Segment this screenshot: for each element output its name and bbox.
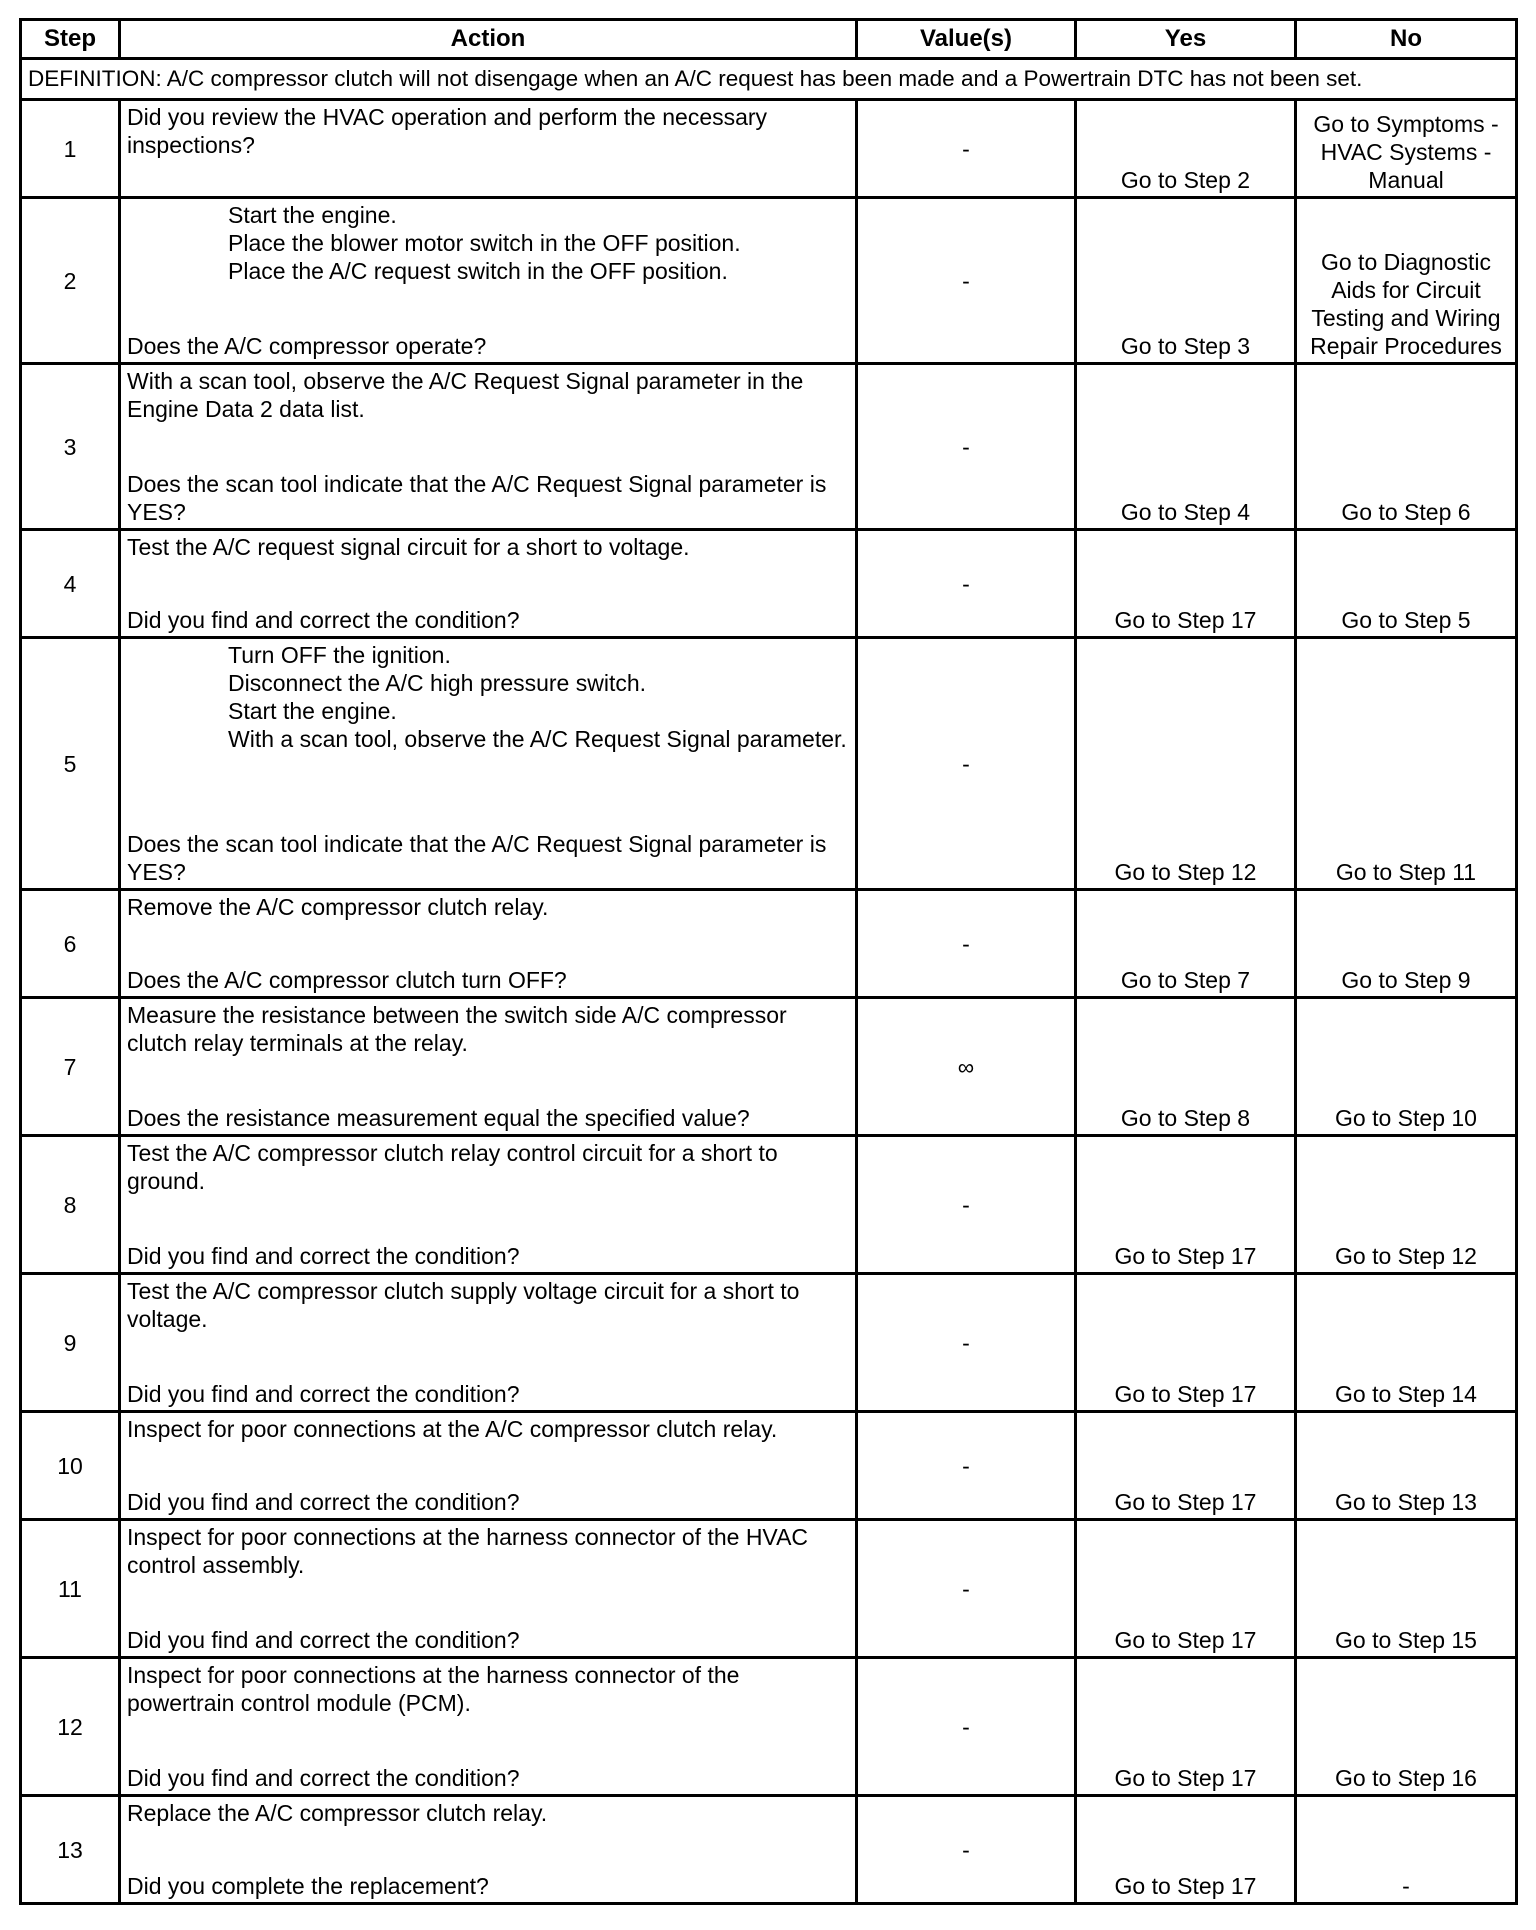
no-cell: Go to Step 14 [1296, 1274, 1517, 1412]
step-number: 12 [21, 1658, 120, 1796]
action-content [127, 1137, 849, 1272]
value-cell: - [857, 198, 1076, 364]
value-cell: - [857, 1274, 1076, 1412]
value-cell: - [857, 1520, 1076, 1658]
instruction-line: Replace the A/C compressor clutch relay. [127, 1800, 548, 1826]
action-question: Did you find and correct the condition? [127, 1765, 520, 1791]
no-cell: Go to Symptoms - HVAC Systems - Manual [1296, 100, 1517, 198]
action-question: Did you find and correct the condition? [127, 1381, 520, 1407]
action-cell [120, 1274, 857, 1412]
action-instructions [127, 101, 849, 159]
yes-cell: Go to Step 7 [1076, 890, 1296, 998]
header-yes: Yes [1076, 20, 1296, 59]
step-row [21, 1796, 1517, 1904]
no-cell: Go to Step 6 [1296, 364, 1517, 530]
step-row [21, 198, 1517, 364]
action-content [127, 999, 849, 1134]
header-row [21, 20, 1517, 59]
action-instructions [127, 891, 849, 921]
yes-cell: Go to Step 2 [1076, 100, 1296, 198]
no-cell: Go to Step 9 [1296, 890, 1517, 998]
action-instructions [127, 1797, 849, 1827]
step-number: 3 [21, 364, 120, 530]
yes-cell: Go to Step 4 [1076, 364, 1296, 530]
action-content [127, 1413, 849, 1518]
action-cell [120, 100, 857, 198]
step-number: 6 [21, 890, 120, 998]
action-cell [120, 890, 857, 998]
action-instructions [127, 1521, 849, 1579]
instruction-line: Test the A/C compressor clutch supply voltage circuit for a short to voltage. [127, 1278, 800, 1332]
action-cell [120, 1658, 857, 1796]
action-instructions [127, 531, 849, 561]
step-number: 1 [21, 100, 120, 198]
step-row [21, 530, 1517, 638]
action-cell [120, 530, 857, 638]
step-number: 5 [21, 638, 120, 890]
yes-cell: Go to Step 17 [1076, 1658, 1296, 1796]
action-instructions [127, 1659, 849, 1717]
action-content [127, 891, 849, 996]
instruction-line: Start the engine. [228, 698, 397, 724]
step-number: 7 [21, 998, 120, 1136]
action-question: Did you find and correct the condition? [127, 1627, 520, 1653]
instruction-line: Test the A/C compressor clutch relay control circuit for a short to ground. [127, 1140, 778, 1194]
value-cell: - [857, 100, 1076, 198]
value-cell: - [857, 364, 1076, 530]
action-instructions [127, 639, 849, 753]
yes-cell: Go to Step 3 [1076, 198, 1296, 364]
action-cell [120, 364, 857, 530]
action-instructions [127, 1413, 849, 1443]
action-question: Does the resistance measurement equal the specified value? [127, 1105, 750, 1131]
step-number: 10 [21, 1412, 120, 1520]
action-question: Did you find and correct the condition? [127, 607, 520, 633]
definition-row [21, 59, 1517, 100]
action-cell [120, 998, 857, 1136]
yes-cell: Go to Step 12 [1076, 638, 1296, 890]
action-content [127, 639, 849, 888]
no-cell: Go to Step 15 [1296, 1520, 1517, 1658]
instruction-line: Test the A/C request signal circuit for a short to voltage. [127, 534, 690, 560]
value-cell: - [857, 530, 1076, 638]
step-row [21, 1412, 1517, 1520]
instruction-line: Inspect for poor connections at the harness connector of the powertrain control module (PCM). [127, 1662, 740, 1716]
action-instructions [127, 999, 849, 1057]
step-number: 4 [21, 530, 120, 638]
step-row [21, 1520, 1517, 1658]
value-cell: - [857, 1658, 1076, 1796]
yes-cell: Go to Step 8 [1076, 998, 1296, 1136]
no-cell: Go to Step 12 [1296, 1136, 1517, 1274]
step-row [21, 890, 1517, 998]
yes-cell: Go to Step 17 [1076, 1412, 1296, 1520]
yes-cell: Go to Step 17 [1076, 1136, 1296, 1274]
action-question: Does the A/C compressor operate? [127, 333, 487, 359]
step-row [21, 100, 1517, 198]
step-number: 9 [21, 1274, 120, 1412]
action-question: Does the scan tool indicate that the A/C Request Signal parameter is YES? [127, 471, 827, 525]
diagnostic-table [19, 18, 1518, 1905]
action-instructions [127, 365, 849, 423]
action-question: Does the A/C compressor clutch turn OFF? [127, 967, 567, 993]
no-cell: Go to Step 10 [1296, 998, 1517, 1136]
action-content [127, 199, 849, 362]
action-content [127, 1275, 849, 1410]
header-values: Value(s) [857, 20, 1076, 59]
step-row [21, 638, 1517, 890]
instruction-line: Place the blower motor switch in the OFF position. [228, 230, 741, 256]
instruction-line: Inspect for poor connections at the harness connector of the HVAC control assembly. [127, 1524, 809, 1578]
value-cell: ∞ [857, 998, 1076, 1136]
step-row [21, 364, 1517, 530]
value-cell: - [857, 1136, 1076, 1274]
action-question: Did you find and correct the condition? [127, 1489, 520, 1515]
definition-text: DEFINITION: A/C compressor clutch will not disengage when an A/C request has been made and a Powertrain DTC has not been set. [21, 59, 1517, 100]
header-action: Action [120, 20, 857, 59]
action-cell [120, 1136, 857, 1274]
action-question: Does the scan tool indicate that the A/C Request Signal parameter is YES? [127, 831, 827, 885]
instruction-line: Measure the resistance between the switch side A/C compressor clutch relay terminals at the relay. [127, 1002, 787, 1056]
yes-cell: Go to Step 17 [1076, 1520, 1296, 1658]
action-cell [120, 638, 857, 890]
action-content [127, 1659, 849, 1794]
step-number: 2 [21, 198, 120, 364]
step-number: 11 [21, 1520, 120, 1658]
action-instructions [127, 1275, 849, 1333]
value-cell: - [857, 1796, 1076, 1904]
value-cell: - [857, 638, 1076, 890]
action-content [127, 101, 849, 196]
step-number: 8 [21, 1136, 120, 1274]
no-cell: Go to Step 5 [1296, 530, 1517, 638]
no-cell: - [1296, 1796, 1517, 1904]
instruction-line: Place the A/C request switch in the OFF position. [228, 258, 728, 284]
action-content [127, 1521, 849, 1656]
no-cell: Go to Step 11 [1296, 638, 1517, 890]
action-instructions [127, 199, 849, 285]
header-step: Step [21, 20, 120, 59]
action-content [127, 1797, 849, 1902]
instruction-line: With a scan tool, observe the A/C Request Signal parameter. [228, 726, 847, 752]
step-row [21, 1274, 1517, 1412]
yes-cell: Go to Step 17 [1076, 1274, 1296, 1412]
instruction-line: Did you review the HVAC operation and perform the necessary inspections? [127, 104, 768, 158]
yes-cell: Go to Step 17 [1076, 530, 1296, 638]
action-cell [120, 1796, 857, 1904]
action-cell [120, 1412, 857, 1520]
step-row [21, 1136, 1517, 1274]
instruction-line: Inspect for poor connections at the A/C compressor clutch relay. [127, 1416, 778, 1442]
action-content [127, 531, 849, 636]
step-row [21, 1658, 1517, 1796]
instruction-line: With a scan tool, observe the A/C Request Signal parameter in the Engine Data 2 data list. [127, 368, 804, 422]
step-row [21, 998, 1517, 1136]
step-number: 13 [21, 1796, 120, 1904]
value-cell: - [857, 890, 1076, 998]
action-question: Did you complete the replacement? [127, 1873, 489, 1899]
no-cell: Go to Step 16 [1296, 1658, 1517, 1796]
instruction-line: Turn OFF the ignition. [228, 642, 451, 668]
action-content [127, 365, 849, 528]
action-instructions [127, 1137, 849, 1195]
header-no: No [1296, 20, 1517, 59]
action-cell [120, 198, 857, 364]
no-cell: Go to Step 13 [1296, 1412, 1517, 1520]
action-question: Did you find and correct the condition? [127, 1243, 520, 1269]
action-cell [120, 1520, 857, 1658]
value-cell: - [857, 1412, 1076, 1520]
no-cell: Go to Diagnostic Aids for Circuit Testing and Wiring Repair Procedures [1296, 198, 1517, 364]
instruction-line: Start the engine. [228, 202, 397, 228]
instruction-line: Remove the A/C compressor clutch relay. [127, 894, 549, 920]
instruction-line: Disconnect the A/C high pressure switch. [228, 670, 647, 696]
yes-cell: Go to Step 17 [1076, 1796, 1296, 1904]
